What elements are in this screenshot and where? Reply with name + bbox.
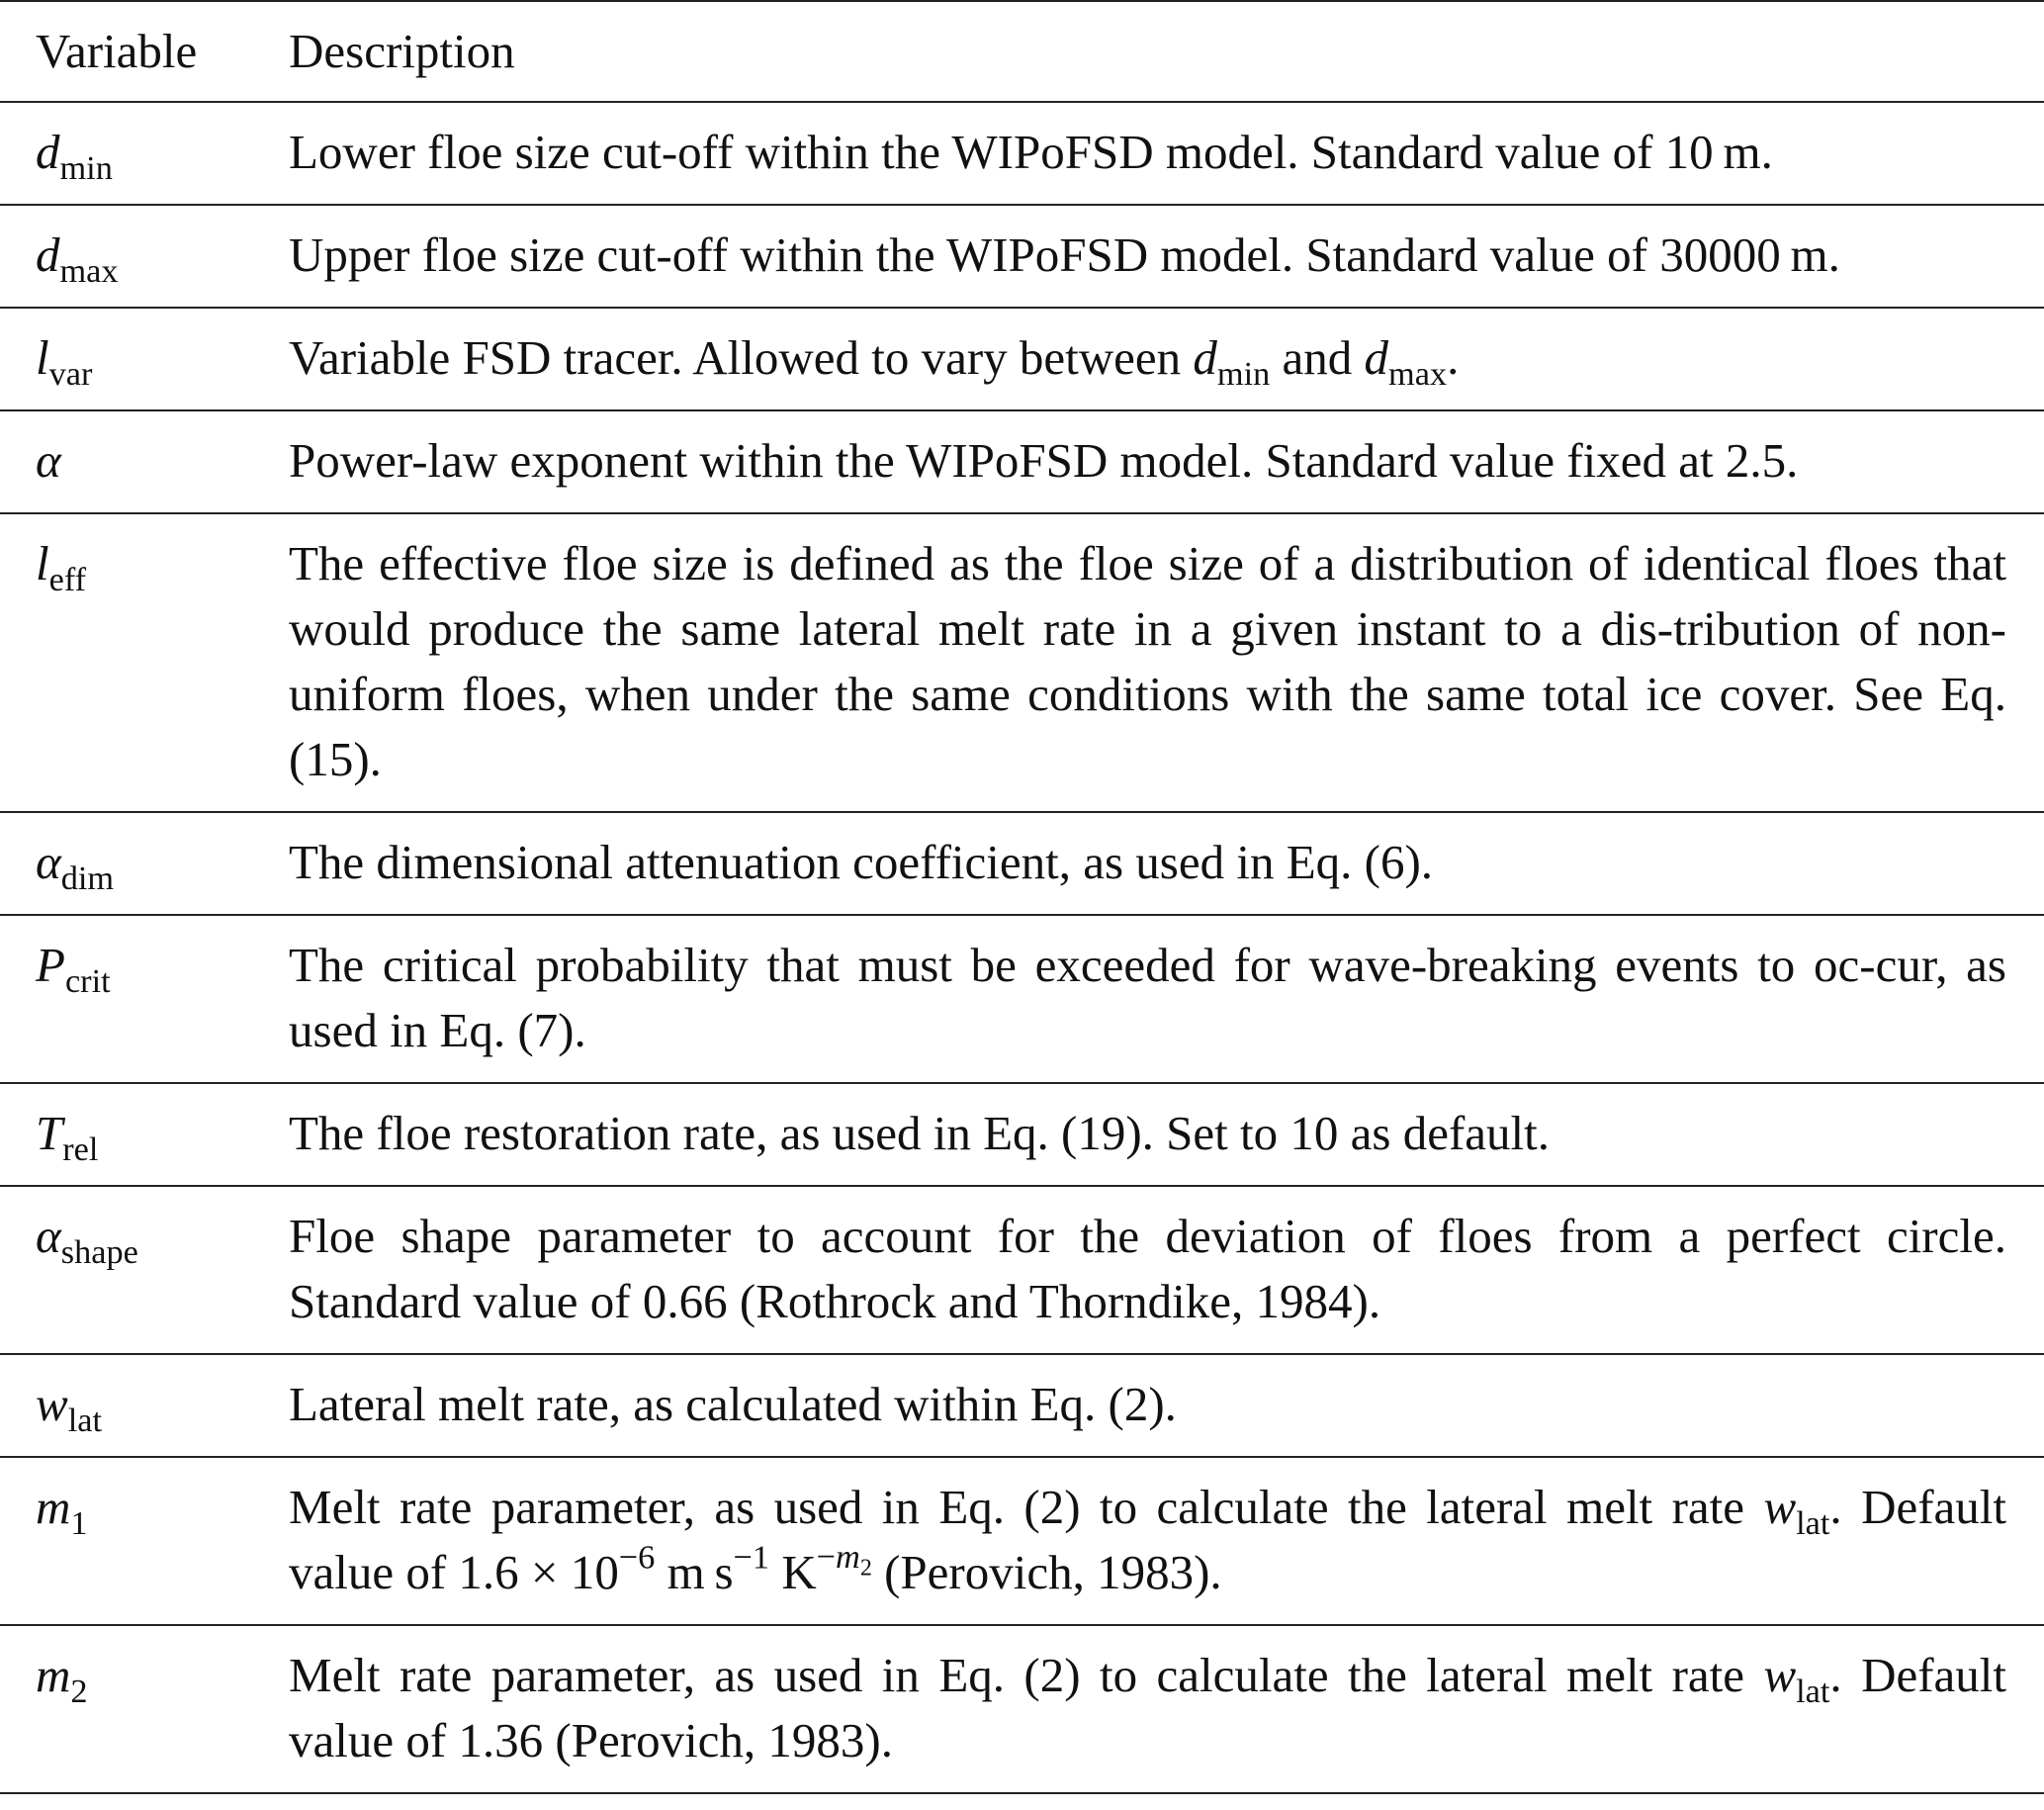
table-row — [0, 102, 2044, 205]
variable-cell — [0, 1354, 289, 1457]
symbol-subscript: rel — [62, 1130, 99, 1168]
variable-cell — [0, 1625, 289, 1793]
variable-cell — [0, 513, 289, 812]
variable-cell — [0, 205, 289, 308]
variable-cell — [0, 915, 289, 1083]
description-cell — [289, 205, 2044, 308]
description-text: Floe shape parameter to account for the deviation of floes from a perfect circle. Standard value of 0.66 (Rothrock and Thorndike, 1984). — [289, 1209, 2006, 1328]
description-text: The critical probability that must be exceeded for wave-breaking events to oc-cur, as used in Eq. (7). — [289, 938, 2006, 1057]
table-row — [0, 812, 2044, 915]
symbol: α — [36, 1209, 61, 1263]
header-description: Description — [289, 24, 515, 78]
variable-cell — [0, 1457, 289, 1625]
symbol-subscript: shape — [60, 1232, 138, 1271]
symbol-subscript: eff — [48, 560, 87, 598]
table-row — [0, 1457, 2044, 1625]
description-cell: Melt rate parameter, as used in Eq. (2) to calculate the lateral melt rate $w_{lat}$. Default value of $1.6 \times 10^{-6}$ m $s^{-1}$ $K^{-m_2}$ (Perovich, 1983). — [289, 1480, 2006, 1599]
description-cell: Variable FSD tracer. Allowed to vary between $d_{min}$ and $d_{max}$. — [289, 330, 1460, 393]
description-text: Upper floe size cut-off within the WIPoFSD model. Standard value of 30000 m. — [289, 227, 1840, 282]
symbol: l — [36, 330, 49, 385]
description-cell — [289, 915, 2044, 1083]
description-cell — [289, 1083, 2044, 1186]
symbol-subscript: crit — [64, 961, 111, 1000]
description-text: Lower floe size cut-off within the WIPoFSD model. Standard value of 10 m. — [289, 125, 1773, 179]
symbol-subscript: 1 — [70, 1503, 88, 1542]
description-text: Lateral melt rate, as calculated within Eq. (2). — [289, 1377, 1177, 1431]
variable-cell — [0, 410, 289, 513]
description-cell — [289, 410, 2044, 513]
symbol-subscript: var — [48, 354, 93, 393]
variable-cell — [0, 308, 289, 410]
description-cell — [289, 513, 2044, 812]
description-cell — [289, 102, 2044, 205]
table-row — [0, 308, 2044, 410]
symbol: l — [36, 536, 49, 590]
description-cell: Melt rate parameter, as used in Eq. (2) to calculate the lateral melt rate $w_{lat}$. Default value of 1.36 (Perovich, 1983). — [289, 1648, 2006, 1767]
table-row — [0, 1083, 2044, 1186]
variable-cell — [0, 1083, 289, 1186]
symbol: T — [36, 1106, 63, 1160]
table-row — [0, 410, 2044, 513]
table-row — [0, 513, 2044, 812]
symbol-subscript: min — [59, 148, 113, 187]
symbol: d — [36, 125, 60, 179]
symbol: m — [36, 1648, 71, 1702]
table-row — [0, 1625, 2044, 1793]
variable-cell — [0, 812, 289, 915]
description-cell — [289, 1186, 2044, 1354]
description-cell — [289, 1354, 2044, 1457]
symbol-subscript: dim — [60, 859, 115, 897]
symbol: α — [36, 433, 61, 488]
description-cell — [289, 812, 2044, 915]
table-row — [0, 1354, 2044, 1457]
variable-cell — [0, 1186, 289, 1354]
header-variable: Variable — [36, 24, 198, 78]
symbol-subscript: lat — [67, 1401, 102, 1439]
symbol-subscript: 2 — [70, 1672, 88, 1710]
description-text: The floe restoration rate, as used in Eq. (19). Set to 10 as default. — [289, 1106, 1550, 1160]
symbol-subscript: max — [59, 251, 119, 290]
description-text: Power-law exponent within the WIPoFSD model. Standard value fixed at 2.5. — [289, 433, 1799, 488]
description-text: The dimensional attenuation coefficient, as used in Eq. (6). — [289, 835, 1434, 889]
header-row — [0, 1, 2044, 102]
table-row — [0, 205, 2044, 308]
symbol: α — [36, 835, 61, 889]
symbol: w — [36, 1377, 68, 1431]
variable-cell — [0, 102, 289, 205]
table-row — [0, 915, 2044, 1083]
symbol: P — [36, 938, 65, 992]
description-text: The effective floe size is defined as the floe size of a distribution of identical floes that would produce the same lateral melt rate in a given instant to a dis-tribution of non-uniform floes, when under the same conditions with the same total ice cover. See Eq. (15). — [289, 536, 2006, 786]
symbol: d — [36, 227, 60, 282]
table-row — [0, 1186, 2044, 1354]
symbol: m — [36, 1480, 71, 1534]
